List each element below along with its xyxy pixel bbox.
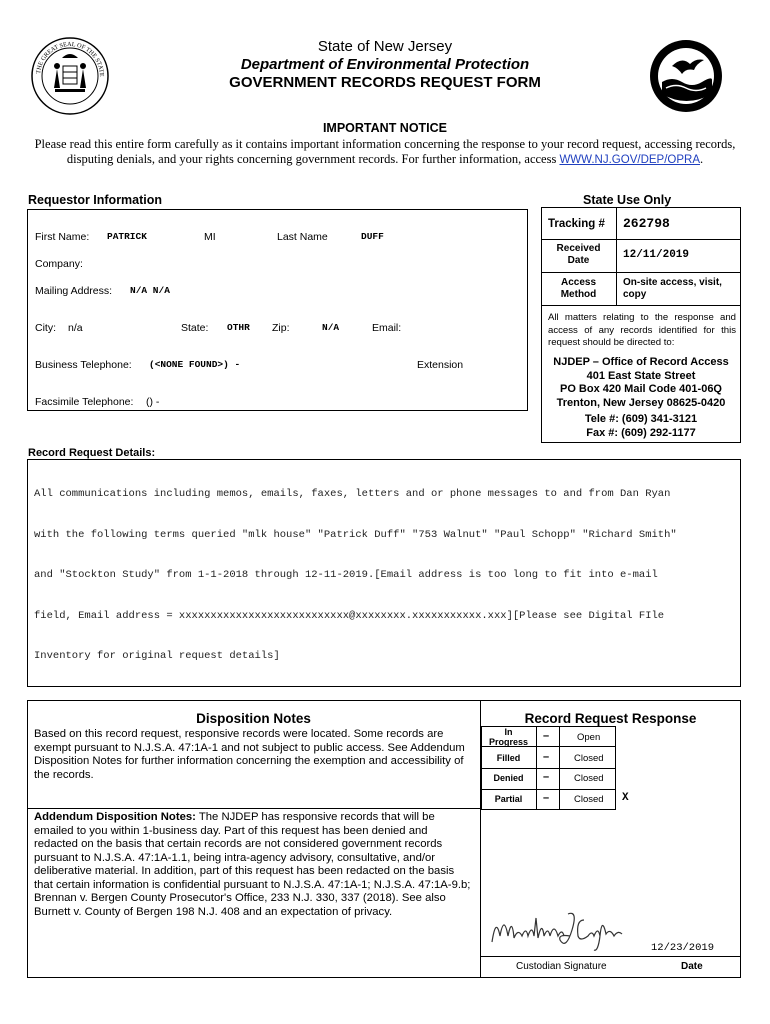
signature-date: 12/23/2019 xyxy=(651,942,715,954)
received-date-label-2: Date xyxy=(567,255,590,266)
received-date-label: Received xyxy=(556,243,601,254)
denied-status: Closed xyxy=(574,773,604,784)
details-line-3: and "Stockton Study" from 1-1-2018 through 12-11-2019.[Email address is too long to fit into e-mail xyxy=(34,569,658,581)
office-po-box: PO Box 420 Mail Code 401-06Q xyxy=(559,383,722,395)
requestor-heading: Requestor Information xyxy=(28,193,163,207)
disposition-line-4: the records. xyxy=(34,768,94,781)
in-progress-status: Open xyxy=(577,732,601,743)
email-label: Email: xyxy=(372,322,402,334)
opra-link[interactable]: WWW.NJ.GOV/DEP/OPRA xyxy=(559,154,700,166)
record-request-details-heading: Record Request Details: xyxy=(28,447,156,459)
facsimile-telephone-value: () - xyxy=(146,396,160,408)
first-name-value: PATRICK xyxy=(107,231,147,242)
access-method-value: On-site access, visit, xyxy=(623,277,722,288)
addendum-line-7: Brennan v. Bergen County Prosecutor's Office, 233 N.J. 330, 337 (2018). See also xyxy=(34,892,446,904)
mailing-address-value: N/A N/A xyxy=(130,285,170,296)
tracking-label: Tracking # xyxy=(548,218,605,230)
details-line-1: All communications including memos, emails, faxes, letters and or phone messages to and from Dan Ryan xyxy=(34,488,671,500)
last-name-label: Last Name xyxy=(277,231,328,243)
state-seal xyxy=(30,36,110,116)
signature-text xyxy=(488,906,496,907)
extension-label: Extension xyxy=(417,359,464,371)
state-use-heading: State Use Only xyxy=(583,193,672,207)
office-city: Trenton, New Jersey 08625-0420 xyxy=(556,396,726,409)
department-name: Department of Environmental Protection xyxy=(240,56,530,73)
date-label: Date xyxy=(681,961,703,972)
filled-dash: – xyxy=(543,751,550,763)
mi-label: MI xyxy=(204,231,216,243)
addendum-line-8: Burnett v. County of Bergen 198 N.J. 408 and an expectation of privacy. xyxy=(34,905,393,918)
notice-text-line2: disputing denials, and your rights concerning government records. For further information, access xyxy=(66,152,560,166)
mailing-address-label: Mailing Address: xyxy=(35,285,113,297)
partial-check-mark: X xyxy=(622,792,629,804)
addendum-label: Addendum Disposition Notes: xyxy=(34,811,196,823)
custodian-signature xyxy=(488,906,628,956)
disposition-notes-heading: Disposition Notes xyxy=(196,711,311,726)
addendum-line-6: that certain information is confidential pursuant to N.J.S.A. 47:1A-1; N.J.S.A. 47:1A-9.b; xyxy=(34,878,471,891)
dep-logo xyxy=(648,38,724,114)
form-title: GOVERNMENT RECORDS REQUEST FORM xyxy=(229,74,541,91)
office-fax: Fax #: (609) 292-1177 xyxy=(586,426,696,439)
state-value: OTHR xyxy=(227,322,250,333)
notice-text-line1: Please read this entire form carefully as it contains important information concerning the response to your record request, accessing records, xyxy=(34,137,736,151)
addendum-line-4: pursuant to N.J.S.A. 47:1A-1.1, being intra-agency advisory, consultative, and/or xyxy=(34,851,436,864)
details-line-4: field, Email address = xxxxxxxxxxxxxxxxxxxxxxxxxxx@xxxxxxxx.xxxxxxxxxxx.xxx][Please see Digital FIle xyxy=(34,609,665,622)
access-method-label: Access xyxy=(560,277,597,288)
state-label: State: xyxy=(181,322,209,334)
received-date-value: 12/11/2019 xyxy=(623,249,690,261)
addendum-line-1: The NJDEP has responsive records that will be xyxy=(195,811,435,823)
denied-dash: – xyxy=(543,771,550,783)
record-request-response-heading: Record Request Response xyxy=(524,711,697,726)
facsimile-telephone-label: Facsimile Telephone: xyxy=(35,396,134,408)
details-line-2: with the following terms queried "mlk house" "Patrick Duff" "753 Walnut" "Paul Schopp" "Richard Smith" xyxy=(34,528,677,541)
in-progress-label: In xyxy=(504,727,513,737)
tracking-number: 262798 xyxy=(623,216,670,231)
matters-text: All matters relating to the response and access of any records identified for this request should be directed to: xyxy=(548,312,736,348)
disposition-line-1: Based on this record request, responsive records were located. Some records are xyxy=(34,728,444,740)
business-telephone-label: Business Telephone: xyxy=(35,359,132,371)
office-name: NJDEP – Office of Record Access xyxy=(553,356,729,368)
details-line-5: Inventory for original request details] xyxy=(34,650,280,662)
office-telephone: Tele #: (609) 341-3121 xyxy=(584,413,698,425)
access-method-label-2: Method xyxy=(560,289,597,300)
filled-label: Filled xyxy=(496,753,521,763)
state-name: State of New Jersey xyxy=(317,38,453,55)
filled-status: Closed xyxy=(574,753,604,764)
city-label: City: xyxy=(35,322,56,334)
in-progress-dash: – xyxy=(543,730,550,742)
city-value: n/a xyxy=(68,322,83,334)
addendum-line-5: deliberative material. In addition, part of this request has been redacted on the basis xyxy=(34,865,455,877)
business-telephone-value: (<NONE FOUND>) - xyxy=(149,359,241,370)
access-method-value-2: copy xyxy=(623,289,647,300)
disposition-line-2: exempt pursuant to N.J.S.A. 47:1A-1 and not subject to public access. See Addendum xyxy=(34,741,465,754)
addendum-line-2: emailed to you within 1-business day. Part of this request has been denied and xyxy=(34,824,428,837)
company-label: Company: xyxy=(35,258,83,270)
custodian-signature-label: Custodian Signature xyxy=(516,961,607,972)
last-name-value: DUFF xyxy=(361,231,384,242)
disposition-line-3: Disposition Notes for further information concerning the exemption and accessibility of xyxy=(34,755,464,767)
addendum-line-3: redacted on the basis that certain records are not considered government records xyxy=(34,838,443,850)
notice-period: . xyxy=(700,152,704,166)
first-name-label: First Name: xyxy=(35,231,90,243)
zip-value: N/A xyxy=(322,322,340,333)
partial-dash: – xyxy=(543,792,550,804)
office-street: 401 East State Street xyxy=(586,369,696,382)
partial-label: Partial xyxy=(494,794,523,804)
zip-label: Zip: xyxy=(272,322,290,334)
notice-heading: IMPORTANT NOTICE xyxy=(322,121,448,135)
partial-status: Closed xyxy=(574,794,604,805)
denied-label: Denied xyxy=(493,773,524,783)
svg-text:THE GREAT SEAL OF THE STATE OF: THE GREAT SEAL OF THE STATE xyxy=(35,40,106,77)
in-progress-label-2: Progress xyxy=(488,737,529,747)
